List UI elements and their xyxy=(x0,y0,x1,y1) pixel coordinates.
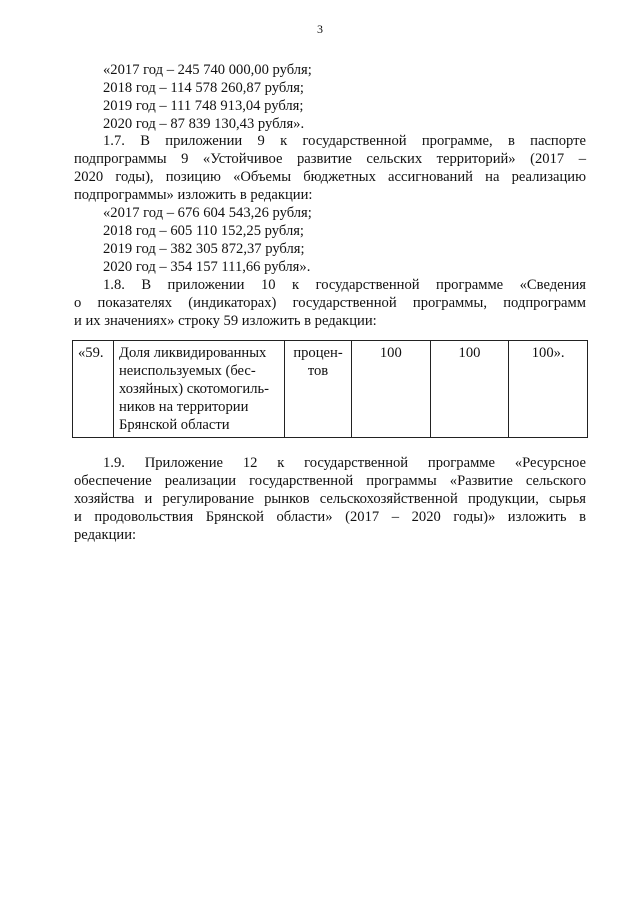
value-cell-3: 100». xyxy=(509,341,588,438)
amount-line: «2017 год – 676 604 543,26 рубля; xyxy=(103,205,312,221)
amount-line: 2018 год – 114 578 260,87 рубля; xyxy=(103,80,304,96)
indicator-name-cell xyxy=(114,341,285,438)
paragraph-1-9-line: хозяйства и регулирование рынков сельскохозяйственной продукции, сырья xyxy=(74,491,586,507)
table-row xyxy=(73,341,588,438)
value-cell-1: 100 xyxy=(352,341,431,438)
paragraph-1-9-line: 1.9. Приложение 12 к государственной программе «Ресурсное xyxy=(103,455,586,471)
unit-cell xyxy=(285,341,352,438)
paragraph-1-7-line: подпрограммы» изложить в редакции: xyxy=(74,187,313,203)
paragraph-1-9-line: редакции: xyxy=(74,527,137,543)
indicator-name-line: ников на территории xyxy=(119,399,249,415)
unit-line: тов xyxy=(307,363,329,379)
paragraph-1-8-line: о показателях (индикаторах) государственной программы, подпрограмм xyxy=(74,295,586,311)
indicator-name-line: неиспользуемых (бес- xyxy=(119,363,256,379)
amount-line: 2019 год – 111 748 913,04 рубля; xyxy=(103,98,304,114)
paragraph-1-9-line: и продовольствия Брянской области» (2017 – 2020 годы)» изложить в xyxy=(74,509,586,525)
row-number-cell: «59. xyxy=(73,341,114,438)
unit-line: процен- xyxy=(293,345,343,361)
indicator-table xyxy=(72,340,588,438)
paragraph-1-7-line: подпрограммы 9 «Устойчивое развитие сельских территорий» (2017 – xyxy=(74,151,586,167)
indicator-name-line: хозяйных) скотомогиль- xyxy=(119,381,270,397)
amount-line: 2018 год – 605 110 152,25 рубля; xyxy=(103,223,304,239)
indicator-name-line: Брянской области xyxy=(119,417,230,433)
paragraph-1-9-line: обеспечение реализации государственной программы «Развитие сельского xyxy=(74,473,586,489)
paragraph-1-8-line: и их значениях» строку 59 изложить в редакции: xyxy=(74,313,377,329)
indicator-name-line: Доля ликвидированных xyxy=(119,345,267,361)
amount-line: «2017 год – 245 740 000,00 рубля; xyxy=(103,62,312,78)
value-cell-2: 100 xyxy=(430,341,509,438)
amount-line: 2020 год – 354 157 111,66 рубля». xyxy=(103,259,311,275)
amount-line: 2020 год – 87 839 130,43 рубля». xyxy=(103,116,305,132)
page-number: 3 xyxy=(317,22,323,36)
paragraph-1-8-line: 1.8. В приложении 10 к государственной программе «Сведения xyxy=(103,277,586,293)
paragraph-1-7-line: 2020 годы), позицию «Объемы бюджетных ассигнований на реализацию xyxy=(74,169,586,185)
paragraph-1-7-line: 1.7. В приложении 9 к государственной программе, в паспорте xyxy=(103,133,586,149)
amount-line: 2019 год – 382 305 872,37 рубля; xyxy=(103,241,305,257)
